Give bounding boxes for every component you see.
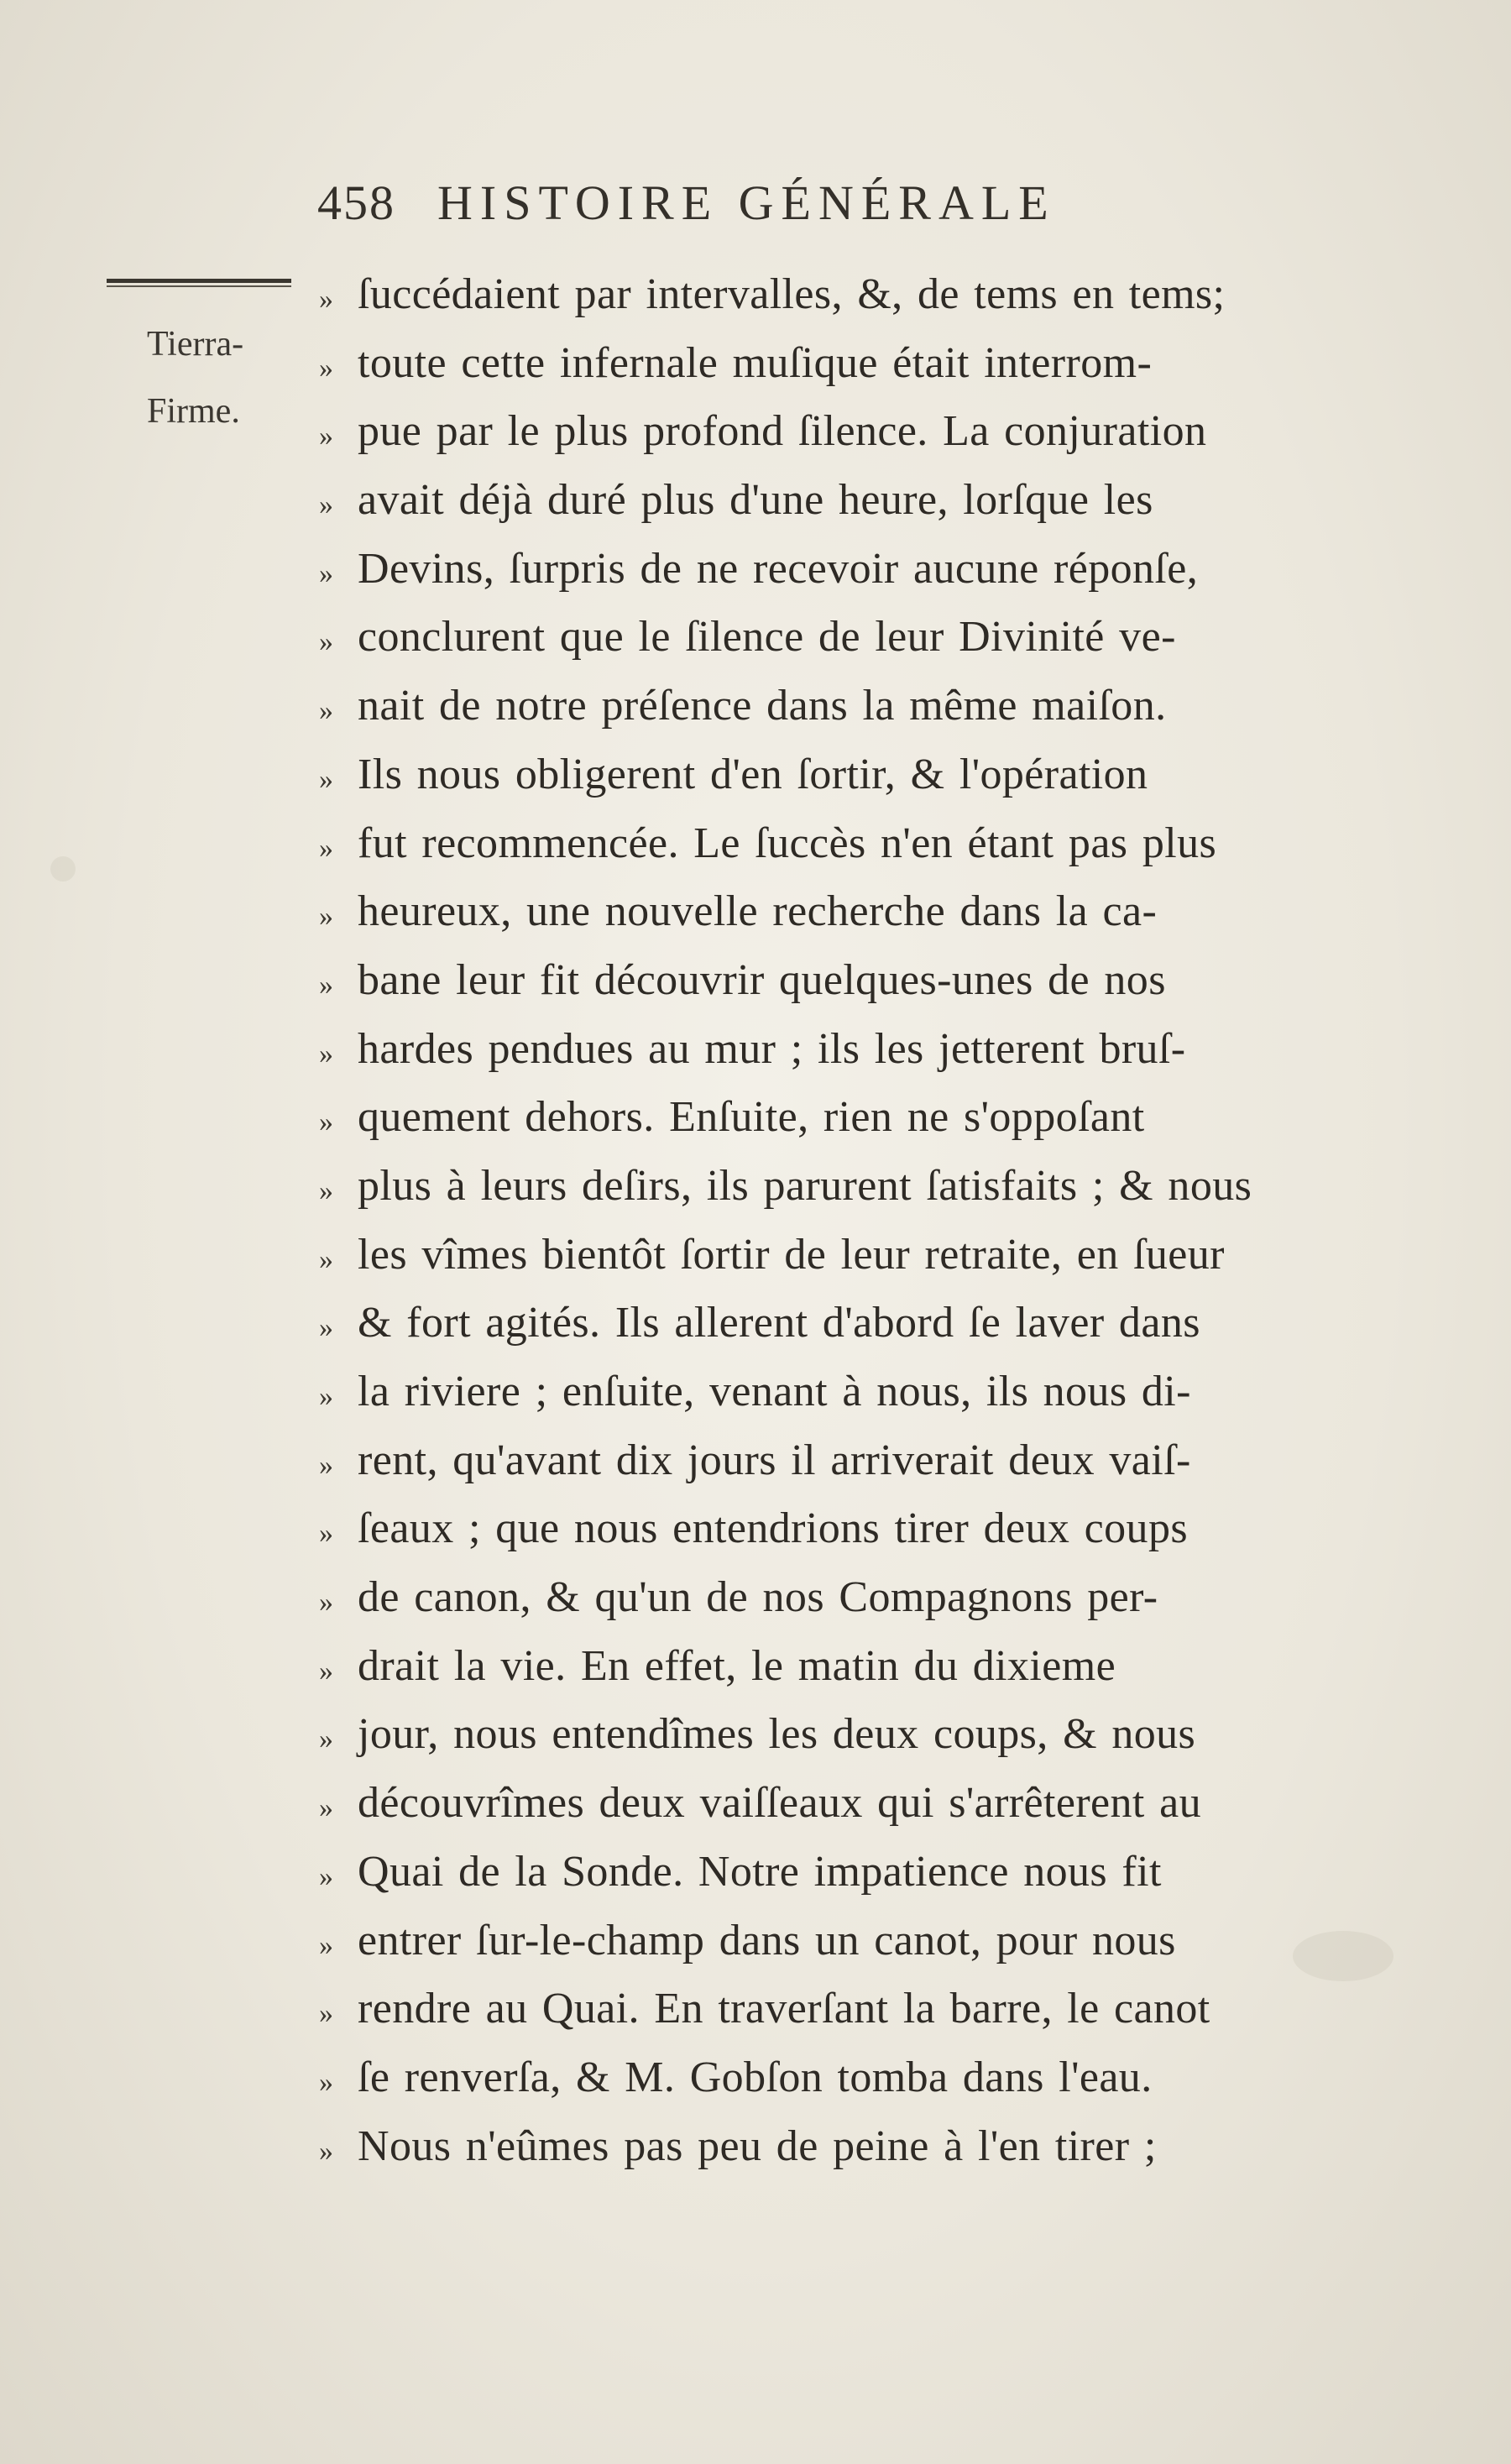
quotation-mark: »	[319, 763, 333, 795]
line-text: & fort agités. Ils allerent d'abord ſe laver dans	[358, 1299, 1200, 1347]
running-title: HISTOIRE GÉNÉRALE	[437, 175, 1056, 230]
quotation-mark: »	[319, 1106, 333, 1138]
line-text: Quai de la Sonde. Notre impatience nous fit	[358, 1847, 1162, 1896]
line-text: ſuccédaient par intervalles, &, de tems en tems;	[358, 270, 1226, 318]
quotation-mark: »	[319, 489, 333, 521]
margin-note	[147, 311, 298, 445]
line-text: Ils nous obligerent d'en ſortir, & l'opération	[358, 750, 1148, 798]
text-line	[319, 1632, 1360, 1701]
quotation-mark: »	[319, 901, 333, 933]
quotation-mark: »	[319, 1038, 333, 1070]
body-text	[319, 260, 1360, 2180]
line-text: Devins, ſurpris de ne recevoir aucune réponſe,	[358, 544, 1199, 593]
line-text: plus à leurs deſirs, ils parurent ſatisfaits ; & nous	[358, 1161, 1252, 1210]
quotation-mark: »	[319, 1174, 333, 1206]
quotation-mark: »	[319, 2066, 333, 2098]
text-line	[319, 1700, 1360, 1769]
text-line	[319, 1152, 1360, 1221]
text-line	[319, 603, 1360, 672]
line-text: toute cette infernale muſique était interrom-	[358, 338, 1153, 387]
line-text: Nous n'eûmes pas peu de peine à l'en tirer ;	[358, 2121, 1157, 2170]
text-line	[319, 1083, 1360, 1152]
line-text: nait de notre préſence dans la même maiſon.	[358, 682, 1167, 730]
text-line	[319, 1563, 1360, 1632]
quotation-mark: »	[319, 1998, 333, 2030]
line-text: conclurent que le ſilence de leur Divinité ve-	[358, 613, 1176, 662]
text-line	[319, 672, 1360, 740]
page-number: 458	[317, 175, 395, 230]
text-line	[319, 1221, 1360, 1290]
quotation-mark: »	[319, 1449, 333, 1481]
line-text: entrer ſur-le-champ dans un canot, pour nous	[358, 1916, 1176, 1964]
quotation-mark: »	[319, 695, 333, 727]
line-text: la riviere ; enſuite, venant à nous, ils nous di-	[358, 1368, 1191, 1415]
quotation-mark: »	[319, 1587, 333, 1619]
text-line	[319, 1015, 1360, 1084]
text-line	[319, 1426, 1360, 1495]
text-line	[319, 329, 1360, 398]
quotation-mark: »	[319, 1792, 333, 1824]
text-line	[319, 1358, 1360, 1426]
line-text: avait déjà duré plus d'une heure, lorſque les	[358, 476, 1153, 525]
quotation-mark: »	[319, 626, 333, 658]
line-text: jour, nous entendîmes les deux coups, & nous	[358, 1710, 1196, 1759]
text-line	[319, 1838, 1360, 1907]
quotation-mark: »	[319, 1655, 333, 1687]
text-line	[319, 877, 1360, 946]
quotation-mark: »	[319, 1243, 333, 1275]
line-text: heureux, une nouvelle recherche dans la ca-	[358, 887, 1158, 936]
margin-note-line: Tierra-	[147, 325, 244, 364]
text-line	[319, 1907, 1360, 1975]
quotation-mark: »	[319, 352, 333, 384]
quotation-mark: »	[319, 2135, 333, 2167]
text-line	[319, 1769, 1360, 1838]
quotation-mark: »	[319, 1724, 333, 1755]
line-text: ſeaux ; que nous entendrions tirer deux coups	[358, 1504, 1188, 1553]
text-line	[319, 1494, 1360, 1563]
paper-stain	[50, 856, 76, 881]
text-line	[319, 397, 1360, 466]
quotation-mark: »	[319, 1518, 333, 1550]
text-line	[319, 2112, 1360, 2181]
line-text: ſe renverſa, & M. Gobſon tomba dans l'eau.	[358, 2053, 1153, 2101]
text-line	[319, 260, 1360, 329]
page-header	[317, 175, 1232, 242]
quotation-mark: »	[319, 1312, 333, 1344]
text-line	[319, 466, 1360, 535]
quotation-mark: »	[319, 557, 333, 589]
text-line	[319, 946, 1360, 1015]
text-line	[319, 809, 1360, 878]
line-text: bane leur fit découvrir quelques-unes de nos	[358, 955, 1166, 1004]
margin-note-line: Firme.	[147, 392, 240, 431]
line-text: découvrîmes deux vaiſſeaux qui s'arrêterent au	[358, 1779, 1202, 1828]
text-line	[319, 2043, 1360, 2112]
line-text: pue par le plus profond ſilence. La conjuration	[358, 407, 1207, 456]
text-line	[319, 1975, 1360, 2043]
quotation-mark: »	[319, 284, 333, 315]
quotation-mark: »	[319, 1929, 333, 1961]
text-line	[319, 535, 1360, 604]
quotation-mark: »	[319, 832, 333, 864]
quotation-mark: »	[319, 1860, 333, 1892]
text-line	[319, 1289, 1360, 1358]
line-text: quement dehors. Enſuite, rien ne s'oppoſant	[358, 1093, 1145, 1142]
margin-rule	[107, 275, 291, 289]
quotation-mark: »	[319, 969, 333, 1001]
line-text: de canon, & qu'un de nos Compagnons per-	[358, 1573, 1158, 1622]
line-text: fut recommencée. Le ſuccès n'en étant pas plus	[358, 819, 1217, 867]
line-text: drait la vie. En effet, le matin du dixieme	[358, 1641, 1116, 1690]
text-line	[319, 740, 1360, 809]
line-text: rent, qu'avant dix jours il arriverait deux vaiſ-	[358, 1436, 1191, 1484]
margin-rule-thin	[107, 285, 291, 287]
line-text: les vîmes bientôt ſortir de leur retraite, en ſueur	[358, 1230, 1225, 1279]
line-text: rendre au Quai. En traverſant la barre, le canot	[358, 1985, 1210, 2033]
line-text: hardes pendues au mur ; ils les jetterent bruſ-	[358, 1024, 1186, 1073]
margin-rule-thick	[107, 279, 291, 283]
quotation-mark: »	[319, 1381, 333, 1412]
quotation-mark: »	[319, 421, 333, 453]
